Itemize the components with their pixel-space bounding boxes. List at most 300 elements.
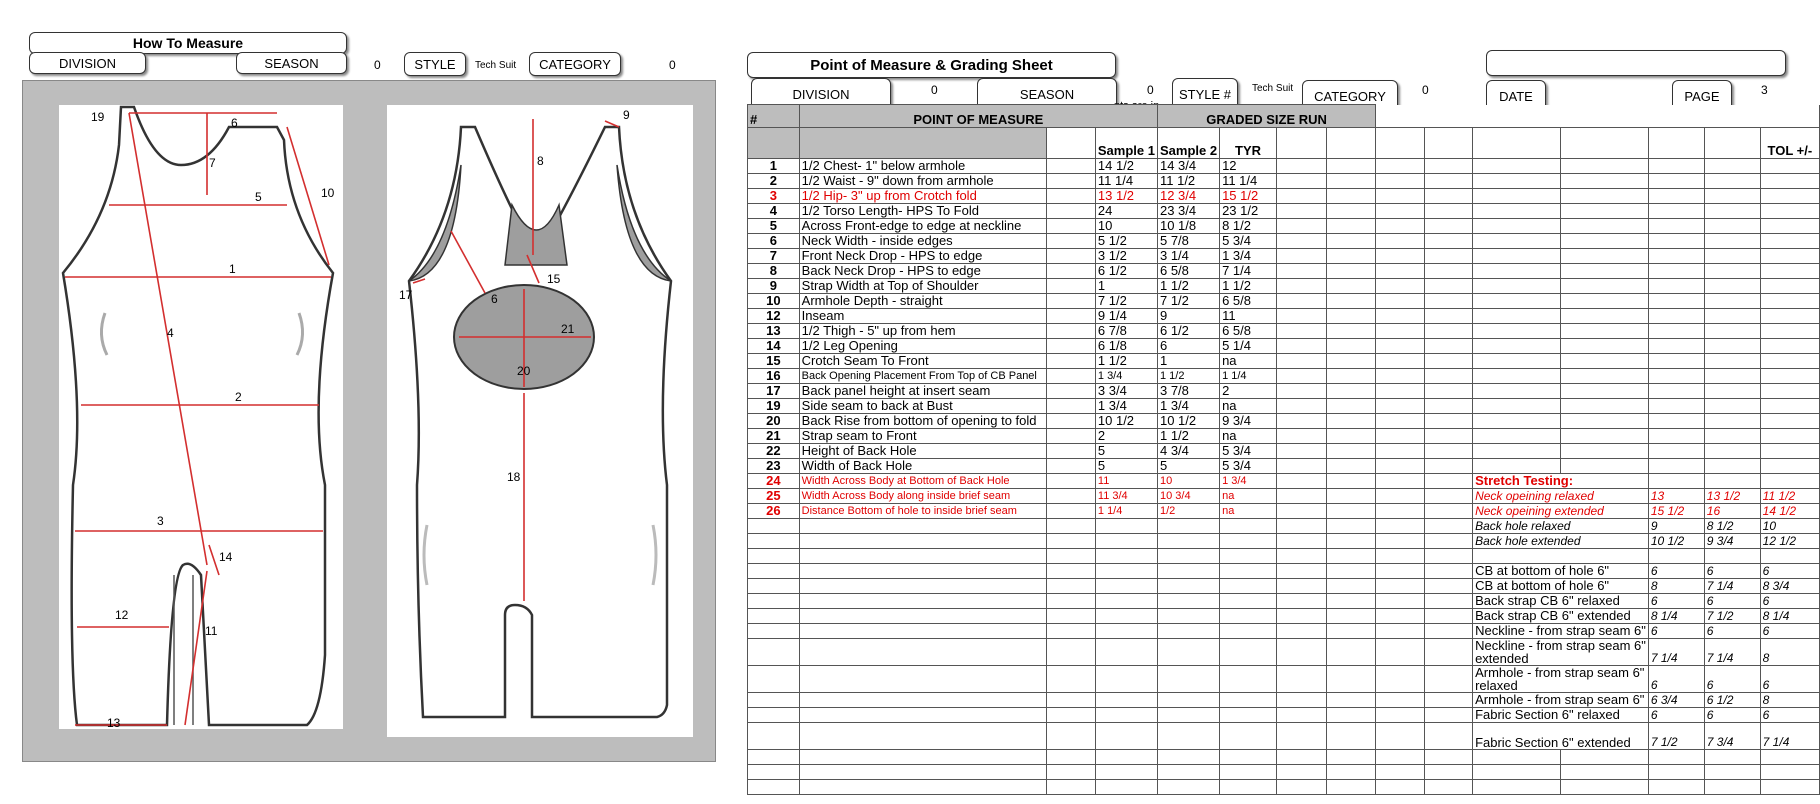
empty-cell (1047, 294, 1095, 309)
empty-cell (1376, 564, 1424, 579)
col-sample2: Sample 2 (1157, 128, 1219, 159)
empty-cell (1376, 579, 1424, 594)
empty-cell (1424, 384, 1472, 399)
stretch-value-a: 6 (1648, 708, 1704, 723)
empty-cell (1047, 594, 1095, 609)
sample1-value: 24 (1095, 204, 1157, 219)
tyr-value: na (1220, 429, 1277, 444)
empty-cell (1326, 504, 1376, 519)
empty-cell (799, 666, 1047, 693)
empty-cell (1376, 279, 1424, 294)
empty-cell (1326, 159, 1376, 174)
sample1-value: 5 (1095, 444, 1157, 459)
empty-cell (1424, 189, 1472, 204)
sample1-value: 10 (1095, 219, 1157, 234)
empty-cell (1047, 264, 1095, 279)
pom-number: 6 (748, 234, 800, 249)
empty-cell (1157, 609, 1219, 624)
empty-cell (1326, 204, 1376, 219)
empty-cell (1704, 780, 1760, 795)
empty-cell (1424, 159, 1472, 174)
empty-cell (1376, 264, 1424, 279)
empty-cell (1473, 174, 1561, 189)
stretch-value-a: 10 1/2 (1648, 534, 1704, 549)
empty-cell (1473, 249, 1561, 264)
empty-cell (1095, 639, 1157, 666)
tyr-value: 7 1/4 (1220, 264, 1277, 279)
empty-cell (1220, 750, 1277, 765)
sample2-value: 3 7/8 (1157, 384, 1219, 399)
empty-cell (1648, 204, 1704, 219)
pom-description: 1/2 Thigh - 5" up from hem (799, 324, 1047, 339)
table-row (748, 384, 1820, 399)
stretch-value-b: 7 1/4 (1704, 639, 1760, 666)
empty-cell (1376, 384, 1424, 399)
stretch-value-b: 6 (1704, 708, 1760, 723)
pom-description: Front Neck Drop - HPS to edge (799, 249, 1047, 264)
sample1-value: 13 1/2 (1095, 189, 1157, 204)
empty-cell (1760, 189, 1819, 204)
stretch-label: Back strap CB 6" extended (1473, 609, 1649, 624)
empty-cell (1560, 444, 1648, 459)
empty-cell (1326, 666, 1376, 693)
empty-cell (1376, 444, 1424, 459)
table-row (748, 309, 1820, 324)
empty-cell (1760, 294, 1819, 309)
empty-cell (1648, 189, 1704, 204)
empty-cell (1277, 708, 1327, 723)
pom-description: 1/2 Torso Length- HPS To Fold (799, 204, 1047, 219)
empty-cell (1648, 780, 1704, 795)
empty-cell (1220, 564, 1277, 579)
empty-cell (1376, 549, 1424, 564)
empty-cell (1047, 324, 1095, 339)
empty-cell (1326, 489, 1376, 504)
sample1-value: 11 3/4 (1095, 489, 1157, 504)
empty-cell (1560, 369, 1648, 384)
empty-cell (1376, 219, 1424, 234)
sample2-value: 10 3/4 (1157, 489, 1219, 504)
empty-cell (1047, 174, 1095, 189)
empty-cell (1424, 489, 1472, 504)
empty-cell (1376, 354, 1424, 369)
sample1-value: 9 1/4 (1095, 309, 1157, 324)
hdr2-blank-a (748, 128, 800, 159)
empty-cell (1047, 369, 1095, 384)
empty-cell (1277, 354, 1327, 369)
empty-cell (1473, 750, 1561, 765)
empty-cell (1047, 414, 1095, 429)
stretch-value-a: 6 (1648, 594, 1704, 609)
empty-cell (1376, 708, 1424, 723)
stretch-label: Back hole relaxed (1473, 519, 1649, 534)
empty-cell (1157, 723, 1219, 750)
empty-cell (1220, 534, 1277, 549)
table-row (748, 324, 1820, 339)
sample2-value: 1 3/4 (1157, 399, 1219, 414)
pom-table-body (748, 105, 1820, 795)
empty-cell (1277, 474, 1327, 489)
stretch-label: Neck opeining relaxed (1473, 489, 1649, 504)
stretch-label: Fabric Section 6" relaxed (1473, 708, 1649, 723)
empty-cell (1376, 666, 1424, 693)
empty-cell (1376, 765, 1424, 780)
empty-cell (1376, 174, 1424, 189)
empty-cell (1376, 519, 1424, 534)
hdr2-blank-c (1047, 128, 1095, 159)
empty-cell (1220, 723, 1277, 750)
empty-cell (1424, 693, 1472, 708)
pom-description: Width Across Body at Bottom of Back Hole (799, 474, 1047, 489)
sample2-value: 10 1/2 (1157, 414, 1219, 429)
empty-cell (748, 549, 800, 564)
empty-cell (1277, 399, 1327, 414)
table-row (748, 549, 1820, 564)
empty-cell (1560, 204, 1648, 219)
sample1-value: 6 1/8 (1095, 339, 1157, 354)
empty-cell (1047, 609, 1095, 624)
empty-cell (1157, 666, 1219, 693)
empty-cell (1376, 504, 1424, 519)
empty-cell (1095, 549, 1157, 564)
empty-cell (1560, 189, 1648, 204)
back-label-18: 18 (507, 470, 521, 484)
empty-cell (1473, 780, 1561, 795)
sample2-value: 12 3/4 (1157, 189, 1219, 204)
empty-cell (1704, 339, 1760, 354)
front-view-image (59, 105, 343, 729)
front-label-6: 6 (231, 116, 238, 130)
empty-cell (1648, 429, 1704, 444)
empty-cell (1376, 459, 1424, 474)
empty-cell (1473, 324, 1561, 339)
empty-cell (1047, 504, 1095, 519)
table-row (748, 474, 1820, 489)
sample2-value: 1 1/2 (1157, 429, 1219, 444)
stretch-value-a: 6 3/4 (1648, 693, 1704, 708)
empty-cell (1424, 294, 1472, 309)
tyr-value: 23 1/2 (1220, 204, 1277, 219)
empty-cell (1277, 765, 1327, 780)
stretch-value-a: 9 (1648, 519, 1704, 534)
front-label-14: 14 (219, 550, 233, 564)
stretch-value-b: 7 1/4 (1704, 579, 1760, 594)
col-sample1: Sample 1 (1095, 128, 1157, 159)
empty-cell (1047, 549, 1095, 564)
pom-description: Neck Width - inside edges (799, 234, 1047, 249)
empty-cell (1047, 309, 1095, 324)
empty-cell (748, 693, 800, 708)
empty-cell (1424, 369, 1472, 384)
sample2-value: 10 (1157, 474, 1219, 489)
empty-cell (799, 723, 1047, 750)
sample1-value: 14 1/2 (1095, 159, 1157, 174)
empty-cell (1376, 489, 1424, 504)
stretch-testing-title: Stretch Testing: (1473, 474, 1649, 489)
empty-cell (1704, 750, 1760, 765)
empty-cell (1560, 309, 1648, 324)
empty-cell (799, 579, 1047, 594)
empty-cell (1760, 234, 1819, 249)
empty-cell (1277, 666, 1327, 693)
empty-cell (1376, 534, 1424, 549)
pom-number: 15 (748, 354, 800, 369)
table-row (748, 519, 1820, 534)
stretch-value-b: 6 (1704, 594, 1760, 609)
pom-number: 23 (748, 459, 800, 474)
empty-cell (1424, 399, 1472, 414)
empty-cell (1424, 708, 1472, 723)
empty-cell (1424, 564, 1472, 579)
left-season-value: 0 (374, 58, 381, 72)
tyr-value: na (1220, 399, 1277, 414)
empty-cell (799, 693, 1047, 708)
empty-cell (1047, 666, 1095, 693)
left-category-label: CATEGORY (529, 52, 621, 76)
empty-cell (748, 519, 800, 534)
sample1-value: 7 1/2 (1095, 294, 1157, 309)
tyr-value: 1 3/4 (1220, 474, 1277, 489)
empty-cell (1047, 723, 1095, 750)
pom-description: Side seam to back at Bust (799, 399, 1047, 414)
empty-cell (1277, 414, 1327, 429)
empty-cell (1560, 219, 1648, 234)
empty-cell (1473, 765, 1561, 780)
tyr-value: 11 (1220, 309, 1277, 324)
right-division-value: 0 (931, 83, 938, 97)
stretch-value-c: 11 1/2 (1760, 489, 1819, 504)
right-division-label: DIVISION (751, 78, 891, 110)
right-season-label: SEASON (977, 78, 1117, 110)
empty-cell (1760, 339, 1819, 354)
empty-cell (1424, 519, 1472, 534)
empty-cell (1760, 750, 1819, 765)
empty-cell (1424, 594, 1472, 609)
tyr-value: 5 3/4 (1220, 234, 1277, 249)
pom-number: 12 (748, 309, 800, 324)
empty-cell (1424, 414, 1472, 429)
empty-cell (1424, 534, 1472, 549)
empty-cell (1047, 429, 1095, 444)
empty-cell (1220, 549, 1277, 564)
empty-cell (1376, 339, 1424, 354)
empty-cell (1376, 309, 1424, 324)
tyr-value: 15 1/2 (1220, 189, 1277, 204)
empty-cell (748, 564, 800, 579)
empty-cell (1277, 249, 1327, 264)
empty-cell (748, 666, 800, 693)
empty-cell (1473, 384, 1561, 399)
table-row (748, 354, 1820, 369)
sample2-value: 10 1/8 (1157, 219, 1219, 234)
hdr2-blank-h (1473, 128, 1561, 159)
empty-cell (1326, 309, 1376, 324)
empty-cell (1648, 264, 1704, 279)
empty-cell (799, 549, 1047, 564)
empty-cell (1047, 534, 1095, 549)
empty-cell (1424, 429, 1472, 444)
empty-cell (1424, 444, 1472, 459)
pom-number: 25 (748, 489, 800, 504)
sample1-value: 6 7/8 (1095, 324, 1157, 339)
empty-cell (1326, 414, 1376, 429)
left-style-label: STYLE (404, 52, 466, 76)
table-row (748, 594, 1820, 609)
empty-cell (1157, 594, 1219, 609)
empty-cell (799, 780, 1047, 795)
empty-cell (1473, 279, 1561, 294)
empty-cell (1326, 324, 1376, 339)
front-label-19: 19 (91, 110, 105, 124)
header-row-1 (748, 105, 1820, 128)
empty-cell (1760, 219, 1819, 234)
empty-cell (1095, 723, 1157, 750)
empty-cell (1704, 384, 1760, 399)
pom-number: 20 (748, 414, 800, 429)
empty-cell (1326, 750, 1376, 765)
empty-cell (1277, 189, 1327, 204)
back-view-image (387, 105, 693, 737)
empty-cell (1704, 459, 1760, 474)
stretch-value-c: 14 1/2 (1760, 504, 1819, 519)
table-row (748, 750, 1820, 765)
empty-cell (1277, 219, 1327, 234)
stretch-value-a: 7 1/4 (1648, 639, 1704, 666)
empty-cell (1760, 159, 1819, 174)
col-tyr: TYR (1220, 128, 1277, 159)
empty-cell (1047, 693, 1095, 708)
tyr-value: 9 3/4 (1220, 414, 1277, 429)
empty-cell (799, 609, 1047, 624)
pom-title: Point of Measure & Grading Sheet (747, 52, 1116, 78)
stretch-value-b: 6 (1704, 564, 1760, 579)
empty-cell (1473, 204, 1561, 219)
pom-description: 1/2 Leg Opening (799, 339, 1047, 354)
empty-cell (1326, 219, 1376, 234)
empty-cell (1704, 369, 1760, 384)
back-label-20: 20 (517, 364, 531, 378)
col-tol: TOL +/- (1760, 128, 1819, 159)
empty-cell (1326, 279, 1376, 294)
empty-cell (1277, 429, 1327, 444)
empty-cell (1704, 444, 1760, 459)
empty-cell (799, 639, 1047, 666)
empty-cell (1095, 579, 1157, 594)
table-row (748, 564, 1820, 579)
empty-cell (1704, 204, 1760, 219)
empty-cell (1760, 204, 1819, 219)
empty-cell (1648, 249, 1704, 264)
header-row-2 (748, 128, 1820, 159)
pom-number: 7 (748, 249, 800, 264)
pom-number: 22 (748, 444, 800, 459)
empty-cell (1157, 624, 1219, 639)
empty-cell (1560, 264, 1648, 279)
empty-cell (1560, 339, 1648, 354)
empty-cell (1424, 666, 1472, 693)
hdr2-blank-f (1376, 128, 1424, 159)
empty-cell (1376, 399, 1424, 414)
sample2-value: 14 3/4 (1157, 159, 1219, 174)
empty-cell (1326, 639, 1376, 666)
empty-cell (1326, 549, 1376, 564)
empty-cell (1648, 309, 1704, 324)
tyr-value: na (1220, 354, 1277, 369)
pom-number: 26 (748, 504, 800, 519)
empty-cell (748, 594, 800, 609)
pom-description: Strap Width at Top of Shoulder (799, 279, 1047, 294)
stretch-value-b (1704, 549, 1760, 564)
empty-cell (1326, 474, 1376, 489)
tyr-value: 12 (1220, 159, 1277, 174)
left-category-value: 0 (669, 58, 676, 72)
back-neck-shade (505, 205, 567, 265)
empty-cell (1326, 708, 1376, 723)
empty-cell (1047, 564, 1095, 579)
sample1-value: 1 1/4 (1095, 504, 1157, 519)
empty-cell (1648, 414, 1704, 429)
empty-cell (1157, 534, 1219, 549)
hdr2-blank-k (1704, 128, 1760, 159)
empty-cell (1220, 624, 1277, 639)
sample1-value: 5 1/2 (1095, 234, 1157, 249)
empty-cell (1376, 369, 1424, 384)
stretch-value-b: 16 (1704, 504, 1760, 519)
empty-cell (1424, 264, 1472, 279)
empty-cell (1424, 324, 1472, 339)
date-label: DATE (1486, 80, 1546, 112)
empty-cell (1473, 309, 1561, 324)
sample2-value: 5 7/8 (1157, 234, 1219, 249)
empty-cell (1047, 519, 1095, 534)
empty-cell (1760, 264, 1819, 279)
table-row (748, 489, 1820, 504)
empty-cell (1473, 219, 1561, 234)
empty-cell (1047, 639, 1095, 666)
empty-cell (1047, 750, 1095, 765)
pom-number: 1 (748, 159, 800, 174)
empty-cell (1760, 174, 1819, 189)
sample2-value: 1/2 (1157, 504, 1219, 519)
pom-description: 1/2 Hip- 3" up from Crotch fold (799, 189, 1047, 204)
tyr-value: 11 1/4 (1220, 174, 1277, 189)
empty-cell (1648, 279, 1704, 294)
sample1-value: 10 1/2 (1095, 414, 1157, 429)
empty-cell (799, 534, 1047, 549)
empty-cell (1424, 174, 1472, 189)
empty-cell (1326, 354, 1376, 369)
pom-number: 19 (748, 399, 800, 414)
tyr-value: 1 1/2 (1220, 279, 1277, 294)
empty-cell (1424, 765, 1472, 780)
empty-cell (1376, 609, 1424, 624)
empty-cell (1760, 279, 1819, 294)
empty-cell (1560, 279, 1648, 294)
stretch-value-b: 6 (1704, 666, 1760, 693)
stretch-value-c: 6 (1760, 564, 1819, 579)
pom-description: Width Across Body along inside brief seam (799, 489, 1047, 504)
pom-number: 21 (748, 429, 800, 444)
empty-cell (1277, 549, 1327, 564)
empty-cell (1047, 204, 1095, 219)
empty-cell (1277, 564, 1327, 579)
stretch-value-a: 7 1/2 (1648, 723, 1704, 750)
empty-cell (1220, 519, 1277, 534)
front-label-3: 3 (157, 514, 164, 528)
empty-cell (1560, 354, 1648, 369)
hdr2-blank-d (1277, 128, 1327, 159)
empty-cell (1157, 564, 1219, 579)
